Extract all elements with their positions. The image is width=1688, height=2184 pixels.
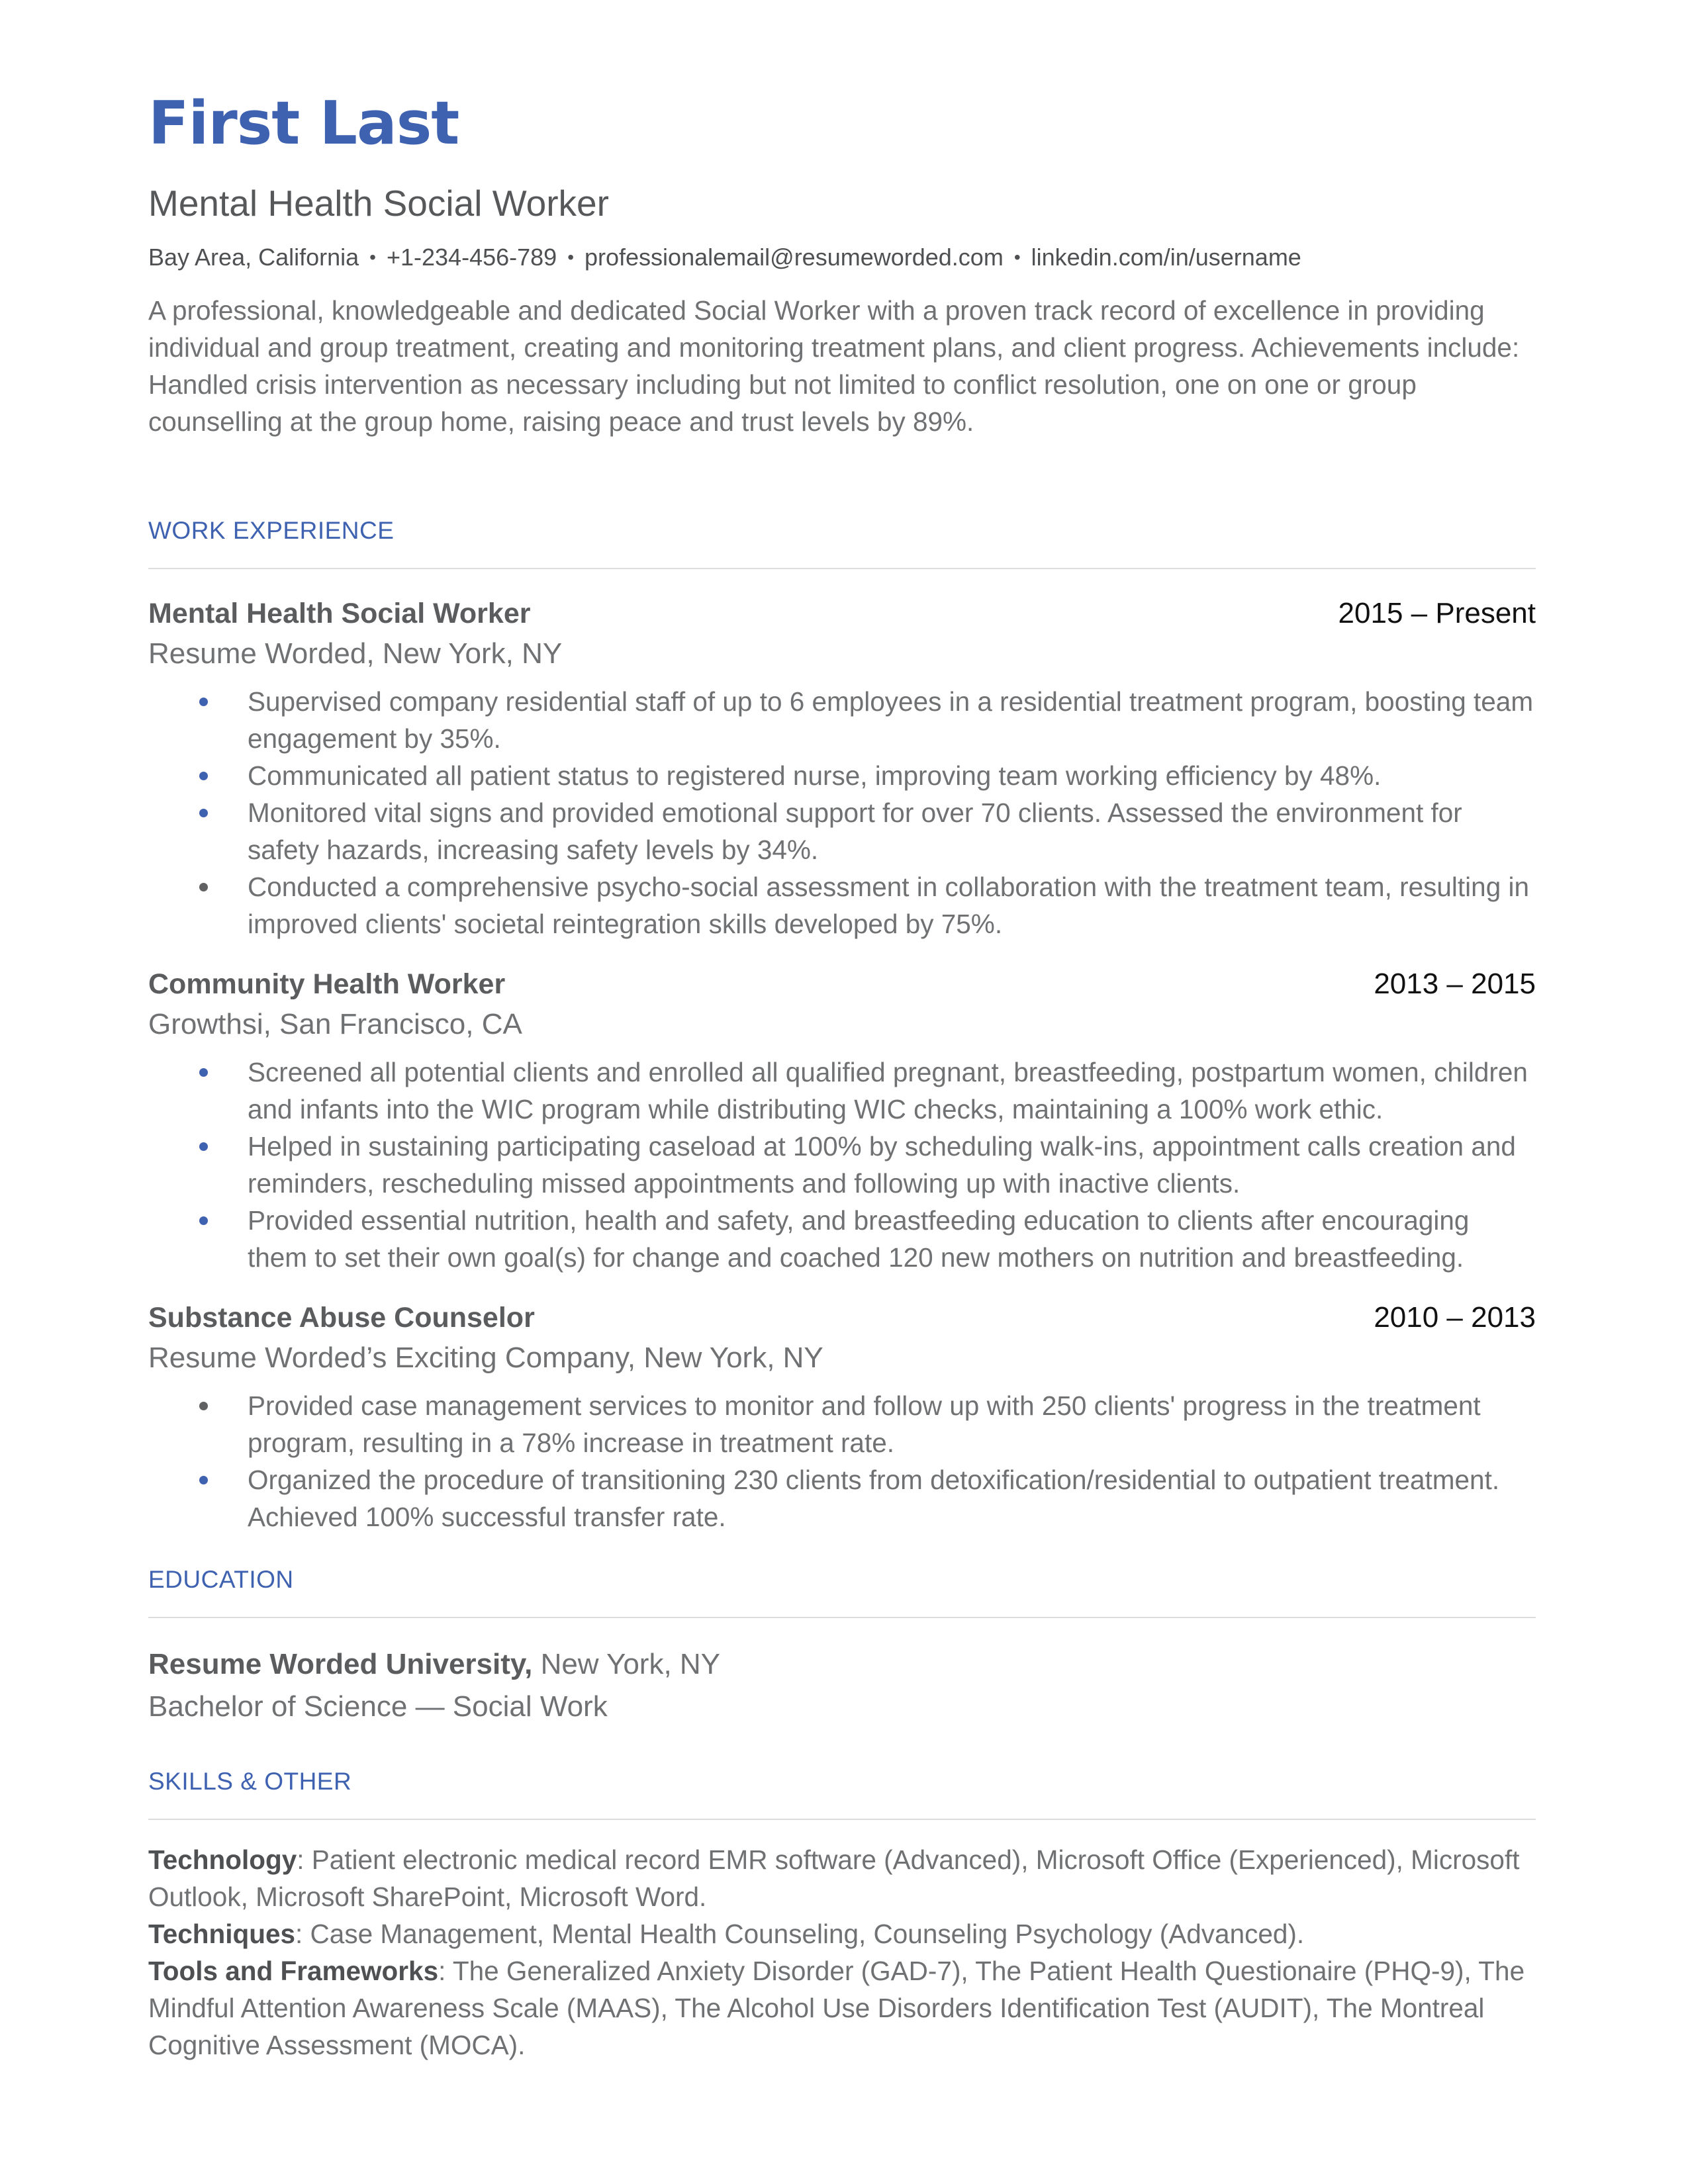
job-bullet [148, 1202, 1536, 1276]
skill-text: : Patient electronic medical record EMR software (Advanced), Microsoft Office (Experienced), Microsoft Outlook, Microsoft SharePoint, Microsoft Word. [148, 1844, 1520, 1912]
contact-phone[interactable]: +1-234-456-789 [386, 244, 557, 271]
skill-text: : The Generalized Anxiety Disorder (GAD-7), The Patient Health Questionaire (PHQ-9), The Mindful Attention Awareness Scale (MAAS), The Alcohol Use Disorders Identification Test (AUDIT), The Montreal Cognitive Assessment (MOCA). [148, 1956, 1525, 2060]
job-bullet-text: Provided essential nutrition, health and safety, and breastfeeding education to clients after encouraging them to set their own goal(s) for change and coached 120 new mothers on nutrition and breastfeeding. [248, 1205, 1470, 1273]
skill-text: : Case Management, Mental Health Counseling, Counseling Psychology (Advanced). [295, 1919, 1305, 1949]
contact-line [148, 246, 1536, 269]
job-dates: 2010 – 2013 [1374, 1301, 1536, 1334]
skill-line [148, 1915, 1536, 1952]
skill-label: Technology [148, 1844, 297, 1875]
job-bullet [148, 794, 1536, 868]
job-entry [148, 968, 1536, 1276]
skill-line [148, 1952, 1536, 2064]
job-bullet-text: Communicated all patient status to registered nurse, improving team working efficiency by 48%. [248, 760, 1382, 791]
skill-label: Tools and Frameworks [148, 1956, 439, 1986]
separator-dot: • [1013, 247, 1021, 267]
job-bullet-text: Supervised company residential staff of up to 6 employees in a residential treatment program, boosting team engagement by 35%. [248, 686, 1534, 754]
job-bullet-list [148, 1387, 1536, 1535]
contact-email[interactable]: professionalemail@resumeworded.com [585, 244, 1004, 271]
bullet-dot-icon [199, 772, 208, 780]
separator-dot: • [369, 247, 376, 267]
job-bullet-text: Provided case management services to monitor and follow up with 250 clients' progress in the treatment program, resulting in a 78% increase in treatment rate. [248, 1390, 1481, 1458]
contact-linkedin[interactable]: linkedin.com/in/username [1031, 244, 1301, 271]
job-bullet-text: Screened all potential clients and enrolled all qualified pregnant, breastfeeding, postpartum women, children and infants into the WIC program while distributing WIC checks, maintaining a 100% work ethic. [248, 1057, 1528, 1124]
job-entry [148, 597, 1536, 942]
education-school: Resume Worded University, [148, 1648, 533, 1680]
section-divider [148, 1617, 1536, 1618]
job-title: Substance Abuse Counselor [148, 1302, 535, 1334]
job-company: Resume Worded’s Exciting Company, New York, NY [148, 1342, 823, 1374]
job-bullet-text: Helped in sustaining participating caseload at 100% by scheduling walk-ins, appointment calls creation and reminders, rescheduling missed appointments and following up with inactive clients. [248, 1131, 1516, 1199]
job-company: Resume Worded, New York, NY [148, 637, 563, 670]
section-divider [148, 568, 1536, 569]
job-bullet-list [148, 683, 1536, 942]
bullet-dot-icon [199, 809, 208, 817]
bullet-dot-icon [199, 698, 208, 706]
education-heading: EDUCATION [148, 1566, 294, 1593]
bullet-dot-icon [199, 1142, 208, 1151]
job-bullet-list [148, 1054, 1536, 1276]
job-bullet [148, 683, 1536, 757]
education-location: New York, NY [540, 1648, 721, 1680]
job-bullet [148, 1128, 1536, 1202]
bullet-dot-icon [199, 883, 208, 891]
education-entry [148, 1650, 1536, 1721]
job-header [148, 597, 1536, 630]
separator-dot: • [567, 247, 574, 267]
contact-location: Bay Area, California [148, 244, 359, 271]
job-bullet [148, 1054, 1536, 1128]
job-dates: 2015 – Present [1338, 597, 1536, 629]
bullet-dot-icon [199, 1068, 208, 1077]
skill-label: Techniques [148, 1919, 296, 1949]
skills-list [148, 1841, 1536, 2064]
job-entry [148, 1301, 1536, 1535]
candidate-name: First Last [148, 89, 459, 158]
work-experience-heading: WORK EXPERIENCE [148, 517, 395, 544]
section-divider [148, 1819, 1536, 1820]
bullet-dot-icon [199, 1476, 208, 1484]
education-degree: Bachelor of Science — Social Work [148, 1690, 608, 1723]
job-company: Growthsi, San Francisco, CA [148, 1008, 522, 1040]
candidate-role: Mental Health Social Worker [148, 183, 609, 224]
summary-paragraph: A professional, knowledgeable and dedicated Social Worker with a proven track record of excellence in providing individual and group treatment, creating and monitoring treatment plans, and client progress. Achievements include: Handled crisis intervention as necessary including but not limited to conflict resolution, one on one or group counselling at the group home, raising peace and trust levels by 89%. [148, 295, 1520, 437]
skills-heading: SKILLS & OTHER [148, 1768, 352, 1795]
job-bullet [148, 1461, 1536, 1535]
job-title: Mental Health Social Worker [148, 598, 531, 629]
job-header [148, 968, 1536, 1001]
job-dates: 2013 – 2015 [1374, 968, 1536, 1000]
bullet-dot-icon [199, 1402, 208, 1410]
bullet-dot-icon [199, 1216, 208, 1225]
job-bullet-text: Organized the procedure of transitioning 230 clients from detoxification/residential to outpatient treatment. Achieved 100% successful transfer rate. [248, 1465, 1500, 1532]
resume-page [148, 79, 1536, 2064]
skill-line [148, 1841, 1536, 1915]
education-school-line [148, 1650, 1536, 1679]
job-title: Community Health Worker [148, 968, 506, 1000]
job-bullet-text: Conducted a comprehensive psycho-social assessment in collaboration with the treatment team, resulting in improved clients' societal reintegration skills developed by 75%. [248, 872, 1529, 939]
job-header [148, 1301, 1536, 1334]
job-bullet [148, 1387, 1536, 1461]
job-bullet-text: Monitored vital signs and provided emotional support for over 70 clients. Assessed the environment for safety hazards, increasing safety levels by 34%. [248, 797, 1462, 865]
job-bullet [148, 757, 1536, 794]
job-bullet [148, 868, 1536, 942]
